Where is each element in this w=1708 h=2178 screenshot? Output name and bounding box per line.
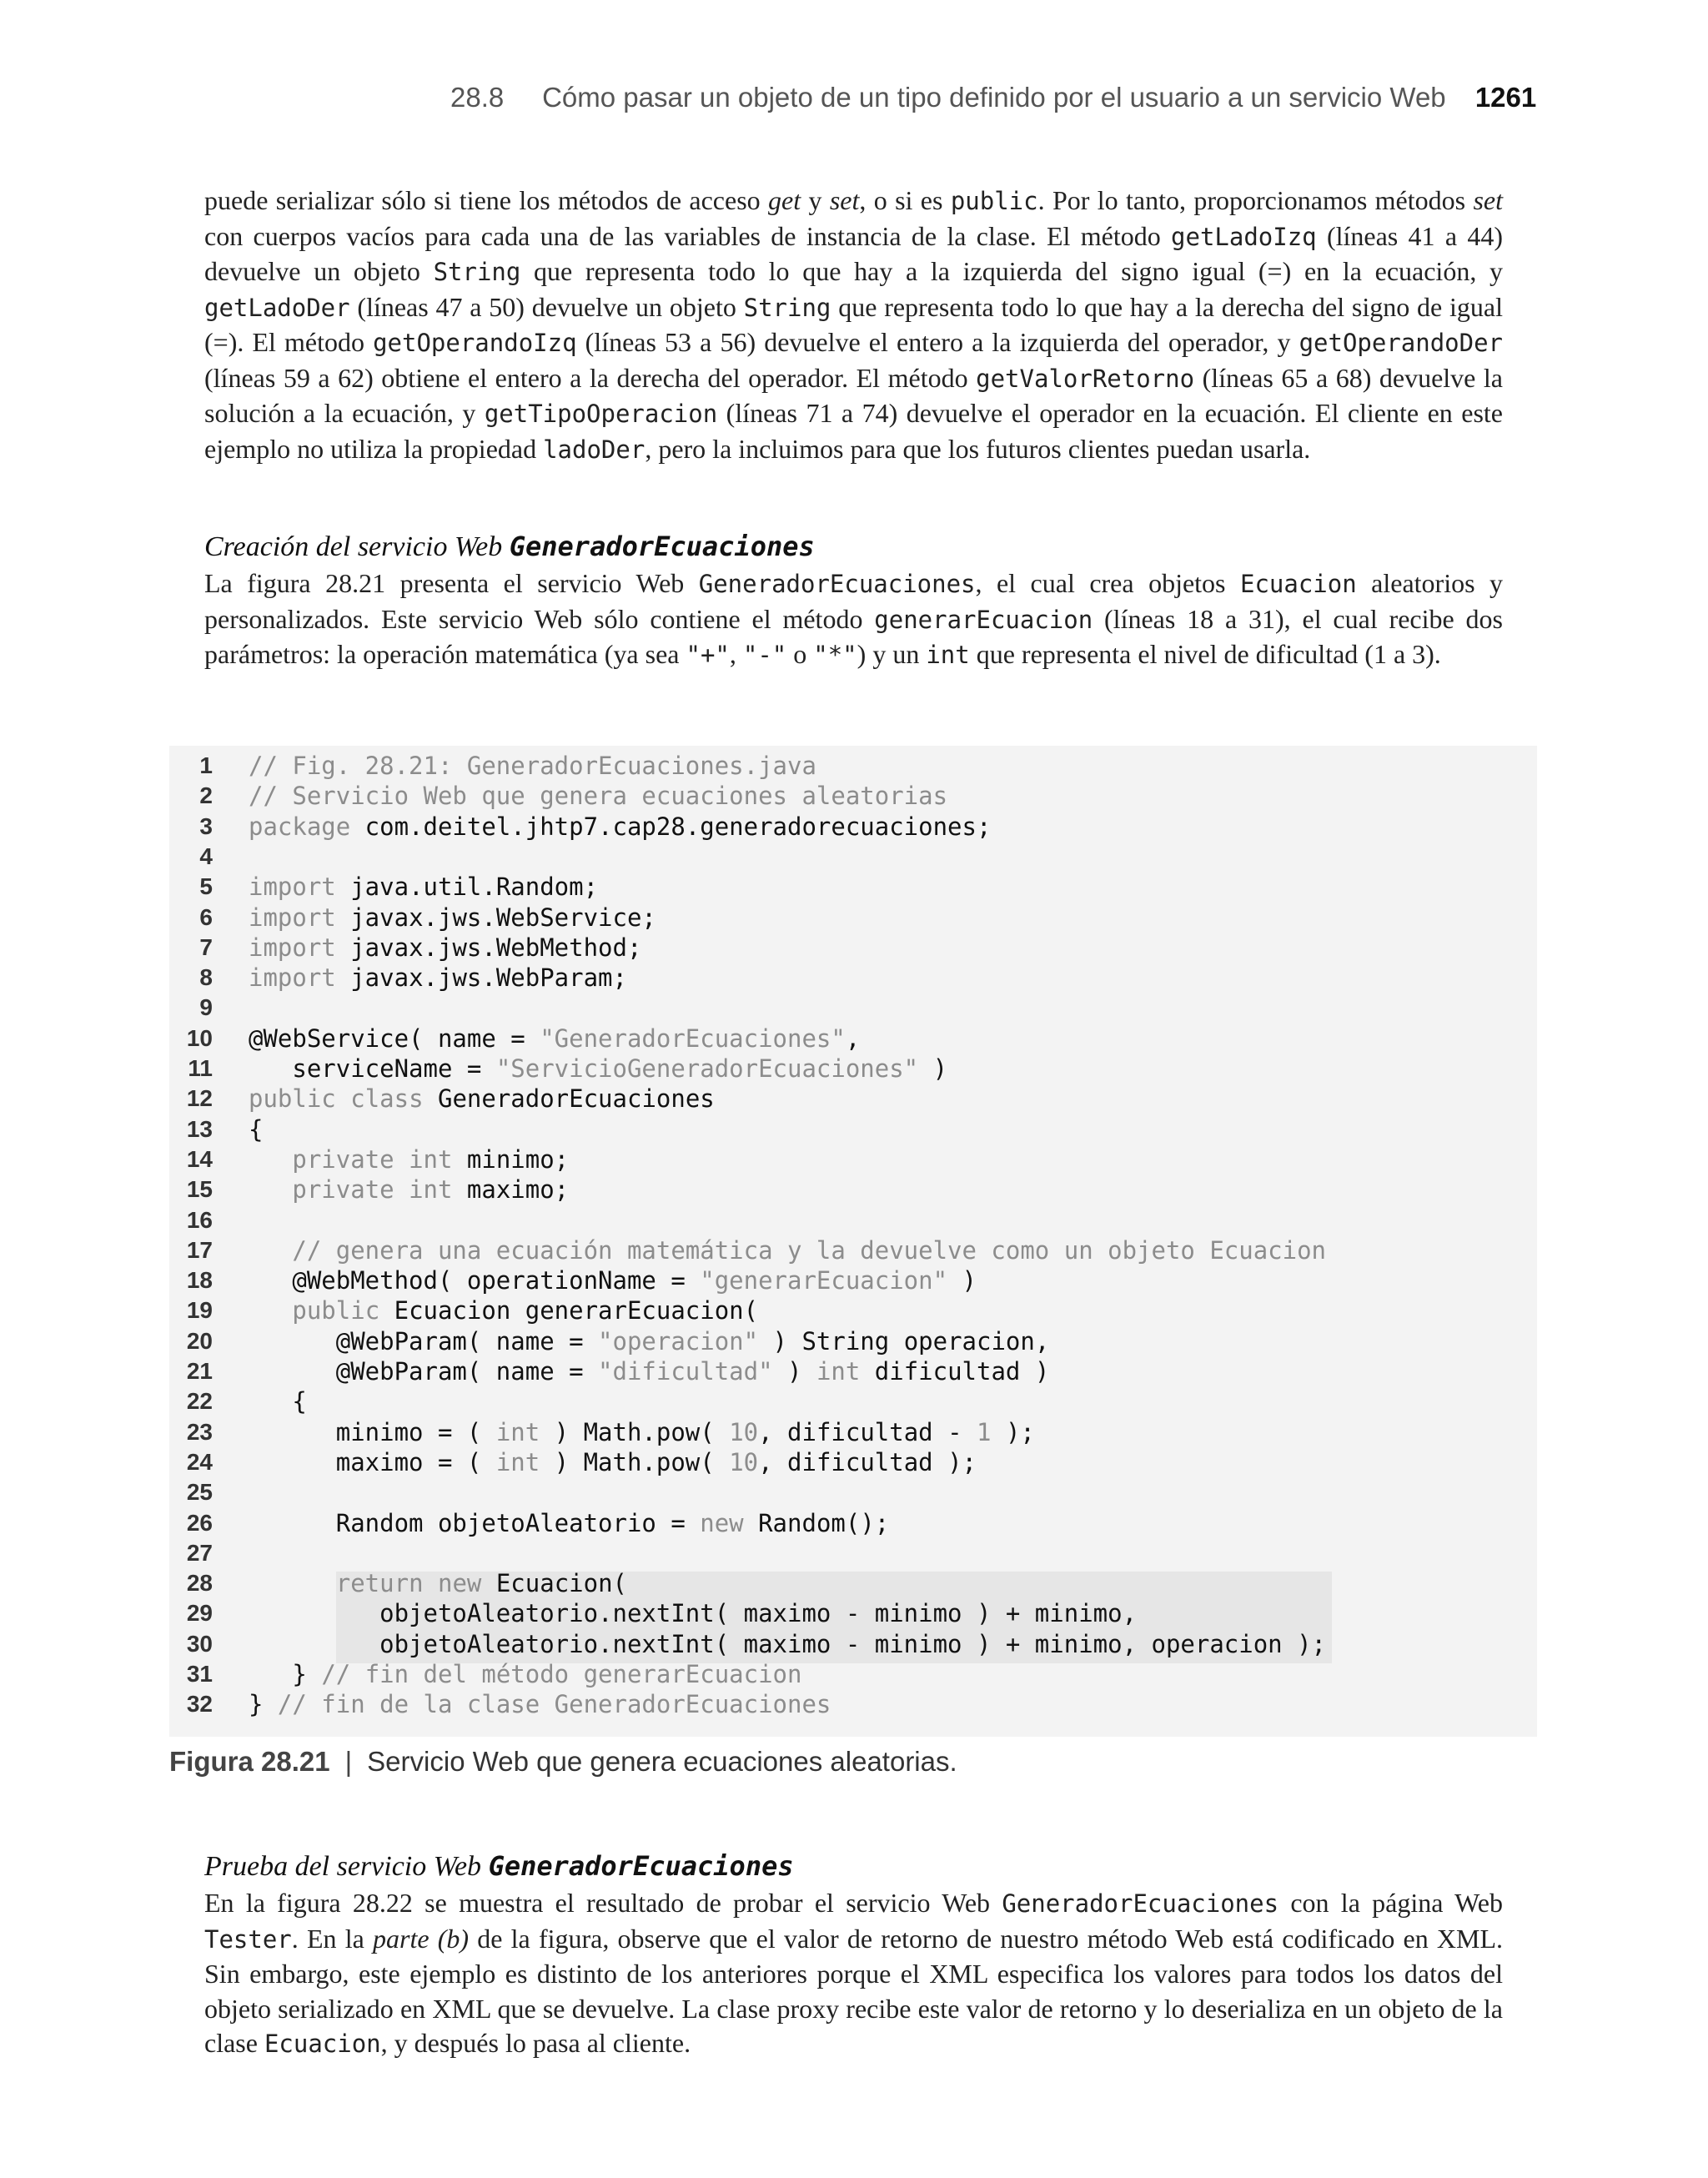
line-number: 6 <box>199 904 213 930</box>
line-number: 11 <box>188 1055 213 1081</box>
code-string: "GeneradorEcuaciones" <box>540 1024 846 1053</box>
code-token <box>394 1145 409 1174</box>
code-keyword: 10 <box>729 1418 759 1446</box>
line-number: 15 <box>186 1176 213 1202</box>
code-token: minimo = ( <box>249 1418 496 1446</box>
code-comment: // fin del método generarEcuacion <box>321 1660 802 1688</box>
code-token: javax.jws.WebMethod; <box>335 933 642 962</box>
code-source <box>249 1144 569 1175</box>
code-keyword: public <box>292 1296 380 1325</box>
code-token: { <box>249 1387 307 1416</box>
section-number: 28.8 <box>450 82 505 113</box>
line-number: 14 <box>186 1146 213 1172</box>
inline-code: generarEcuacion <box>874 605 1093 634</box>
text-run: La figura 28.21 presenta el servicio Web <box>204 568 699 598</box>
code-token: ) Math.pow( <box>540 1448 730 1476</box>
text-run: (líneas 41 a 44) devuelve un objeto <box>204 220 1504 286</box>
code-keyword: package <box>249 812 351 841</box>
line-number: 27 <box>186 1540 213 1566</box>
inline-code: "-" <box>742 641 787 669</box>
line-number: 18 <box>186 1267 213 1293</box>
inline-code: GeneradorEcuaciones <box>1002 1889 1279 1918</box>
code-keyword: return <box>335 1569 424 1597</box>
code-source <box>249 1265 977 1295</box>
code-keyword: int <box>409 1175 453 1204</box>
text-run: que representa todo lo que hay a la izquierda del signo igual (=) en la ecuación, y <box>520 256 1504 286</box>
code-source <box>249 1689 831 1719</box>
code-token: ) String operacion, <box>758 1327 1050 1356</box>
code-source <box>249 872 598 902</box>
paragraph-figure-intro <box>204 566 1503 673</box>
text-run: con la página Web <box>1278 1888 1504 1918</box>
text-run: aleatorios y personalizados. Este servicio Web sólo contiene el método <box>204 568 1504 634</box>
code-source <box>249 1175 569 1205</box>
running-head <box>450 82 1537 113</box>
line-number: 21 <box>186 1358 213 1384</box>
inline-code: GeneradorEcuaciones <box>698 570 976 598</box>
line-number: 3 <box>199 813 213 839</box>
caption-label: Figura 28.21 <box>169 1746 330 1777</box>
code-source <box>249 1629 1326 1659</box>
inline-code: getLadoIzq <box>1171 222 1317 251</box>
text-run: (líneas 71 a 74) devuelve el operador en la ecuación. El cliente en este ejemplo no utiliza la propiedad <box>204 398 1504 464</box>
code-token: } <box>249 1660 322 1688</box>
code-token <box>394 1175 409 1204</box>
line-number: 30 <box>186 1631 213 1657</box>
code-source <box>249 1356 1049 1386</box>
page-number: 1261 <box>1474 82 1537 113</box>
text-run: , pero la incluimos para que los futuros clientes puedan usarla. <box>645 433 1311 464</box>
inline-code: getLadoDer <box>204 293 350 322</box>
inline-code: String <box>433 258 521 286</box>
line-number: 16 <box>186 1207 213 1233</box>
code-token: ) <box>918 1054 948 1083</box>
emphasis: get <box>768 185 801 215</box>
code-token: { <box>249 1115 264 1144</box>
code-token: @WebMethod( operationName = <box>249 1266 701 1295</box>
code-keyword: int <box>816 1357 861 1386</box>
code-token: com.deitel.jhtp7.cap28.generadorecuaciones; <box>350 812 992 841</box>
line-number: 5 <box>199 873 213 899</box>
code-source <box>249 1235 1326 1265</box>
code-token: ) <box>947 1266 977 1295</box>
text-run: , el cual crea objetos <box>975 568 1240 598</box>
code-token: , <box>845 1024 861 1053</box>
text-run: que representa el nivel de dificultad (1 a 3). <box>969 639 1441 669</box>
text-run: y <box>801 185 830 215</box>
code-token <box>249 1145 292 1174</box>
code-source <box>249 1568 627 1598</box>
caption-separator: | <box>344 1746 353 1777</box>
code-keyword: private <box>292 1175 394 1204</box>
code-keyword: import <box>249 873 336 901</box>
code-token: ) <box>772 1357 816 1386</box>
line-number: 32 <box>186 1691 213 1717</box>
code-token: ) Math.pow( <box>540 1418 730 1446</box>
text-run: . En la <box>291 1923 373 1954</box>
inline-code: Ecuacion <box>1239 570 1357 598</box>
line-number: 17 <box>186 1237 213 1263</box>
code-source <box>249 1659 801 1689</box>
code-token: @WebParam( name = <box>249 1357 599 1386</box>
code-comment: // Servicio Web que genera ecuaciones aleatorias <box>249 782 948 810</box>
inline-code: getOperandoDer <box>1299 329 1504 357</box>
code-keyword: class <box>350 1084 424 1113</box>
code-keyword: private <box>292 1145 394 1174</box>
inline-code: Ecuacion <box>264 2030 381 2058</box>
code-token: Random objetoAleatorio = <box>249 1509 701 1537</box>
code-keyword: 1 <box>977 1418 992 1446</box>
code-token: minimo; <box>452 1145 570 1174</box>
code-token: objetoAleatorio.nextInt( maximo - minimo ) + minimo, operacion ); <box>249 1630 1327 1658</box>
code-source <box>249 1114 263 1144</box>
code-keyword: int <box>495 1448 540 1476</box>
text-run: (líneas 18 a 31), el cual recibe dos parámetros: la operación matemática (ya sea <box>204 603 1503 669</box>
line-number: 20 <box>186 1328 213 1354</box>
heading-code: GeneradorEcuaciones <box>488 1850 794 1882</box>
code-token <box>249 1569 336 1597</box>
code-string: "dificultad" <box>598 1357 773 1386</box>
figure-caption <box>169 1746 957 1778</box>
inline-code: public <box>950 187 1038 215</box>
code-keyword: public <box>249 1084 336 1113</box>
code-keyword: int <box>495 1418 540 1446</box>
code-token: objetoAleatorio.nextInt( maximo - minimo ) + minimo, <box>249 1599 1138 1627</box>
line-number: 23 <box>186 1419 213 1445</box>
code-token: serviceName = <box>249 1054 496 1083</box>
code-token: Ecuacion( <box>481 1569 627 1597</box>
section-title: Cómo pasar un objeto de un tipo definido por el usuario a un servicio Web <box>542 82 1446 113</box>
code-source <box>249 812 991 842</box>
code-source <box>249 1386 307 1416</box>
code-string: "generarEcuacion" <box>700 1266 948 1295</box>
text-run: de la figura, observe que el valor de retorno de nuestro método Web está codificado en XML. Sin embargo, este ejemplo es distinto de los anteriores porque el XML especifica los valores para todos los datos del objeto serializado en XML que se devuelve. La clase proxy recibe este valor de retorno y lo deserializa en un objeto de la clase <box>204 1923 1504 2058</box>
code-source <box>249 903 656 933</box>
heading-code: GeneradorEcuaciones <box>509 531 815 562</box>
code-token: @WebParam( name = <box>249 1327 599 1356</box>
code-token: maximo = ( <box>249 1448 496 1476</box>
line-number: 2 <box>199 782 213 808</box>
text-run: que representa todo lo que hay a la derecha del signo de igual (=). El método <box>204 291 1503 357</box>
code-comment: // genera una ecuación matemática y la devuelve como un objeto Ecuacion <box>249 1236 1327 1265</box>
line-number: 25 <box>186 1479 213 1505</box>
inline-code: String <box>743 293 831 322</box>
text-run: ) y un <box>857 639 927 669</box>
code-source <box>249 1598 1137 1628</box>
text-run: (líneas 65 a 68) devuelve la solución a la ecuación, y <box>204 362 1504 428</box>
code-token <box>249 1296 292 1325</box>
code-source <box>249 1447 977 1477</box>
line-number: 8 <box>199 964 213 990</box>
text-run: . Por lo tanto, proporcionamos métodos <box>1037 185 1474 215</box>
code-source <box>249 933 641 963</box>
code-string: "ServicioGeneradorEcuaciones" <box>495 1054 919 1083</box>
line-number: 24 <box>186 1449 213 1475</box>
text-run: (líneas 47 a 50) devuelve un objeto <box>349 291 744 322</box>
emphasis: parte (b) <box>373 1923 470 1954</box>
inline-code: "*" <box>813 641 857 669</box>
code-token: maximo; <box>452 1175 570 1204</box>
text-run: puede serializar sólo si tiene los métodos de acceso <box>204 185 769 215</box>
code-comment: // fin de la clase GeneradorEcuaciones <box>277 1690 831 1718</box>
line-number: 12 <box>186 1085 213 1111</box>
code-keyword: import <box>249 933 336 962</box>
inline-code: getTipoOperacion <box>484 400 718 428</box>
code-token: GeneradorEcuaciones <box>423 1084 715 1113</box>
paragraph-testing <box>204 1886 1503 2062</box>
code-keyword: new <box>438 1569 482 1597</box>
code-source <box>249 1326 1049 1356</box>
heading-text: Creación del servicio Web <box>204 531 510 562</box>
line-number: 19 <box>186 1297 213 1323</box>
line-number: 26 <box>186 1510 213 1536</box>
line-number: 22 <box>186 1388 213 1414</box>
code-source <box>249 751 816 781</box>
code-source <box>249 1508 889 1538</box>
inline-code: getOperandoIzq <box>373 329 577 357</box>
code-source <box>249 1084 715 1114</box>
inline-code: getValorRetorno <box>976 364 1195 393</box>
code-keyword: import <box>249 903 336 932</box>
inline-code: "+" <box>686 641 730 669</box>
text-run: , <box>729 639 743 669</box>
line-number: 13 <box>186 1116 213 1142</box>
line-number: 31 <box>186 1661 213 1687</box>
code-keyword: new <box>700 1509 744 1537</box>
code-keyword: int <box>409 1145 453 1174</box>
code-string: "operacion" <box>598 1327 759 1356</box>
code-source <box>249 1295 758 1325</box>
text-run: con cuerpos vacíos para cada una de las variables de instancia de la clase. El método <box>204 220 1172 251</box>
code-token: dificultad ) <box>860 1357 1050 1386</box>
caption-text: Servicio Web que genera ecuaciones aleatorias. <box>367 1746 957 1777</box>
line-number: 9 <box>199 994 213 1020</box>
code-source <box>249 1054 947 1084</box>
code-token <box>424 1569 438 1597</box>
inline-code: ladoDer <box>543 435 646 464</box>
code-token: javax.jws.WebService; <box>335 903 656 932</box>
text-run: (líneas 53 a 56) devuelve el entero a la izquierda del operador, y <box>576 327 1299 357</box>
line-number: 28 <box>186 1570 213 1596</box>
code-token: , dificultad - <box>758 1418 977 1446</box>
code-token: , dificultad ); <box>758 1448 977 1476</box>
line-number: 1 <box>199 752 213 778</box>
emphasis: set <box>1473 185 1503 215</box>
section-heading-testing <box>204 1850 794 1883</box>
code-source <box>249 1024 860 1054</box>
text-run: , o si es <box>859 185 951 215</box>
code-token: } <box>249 1690 278 1718</box>
code-token: ); <box>991 1418 1035 1446</box>
line-number: 7 <box>199 934 213 960</box>
section-heading-creation <box>204 531 815 563</box>
text-run: o <box>786 639 814 669</box>
code-source <box>249 781 947 811</box>
code-token: Ecuacion generarEcuacion( <box>379 1296 759 1325</box>
code-source <box>249 1417 1035 1447</box>
line-number: 10 <box>186 1025 213 1051</box>
emphasis: set <box>829 185 860 215</box>
code-token: @WebService( name = <box>249 1024 540 1053</box>
heading-text: Prueba del servicio Web <box>204 1851 489 1882</box>
text-run: (líneas 59 a 62) obtiene el entero a la derecha del operador. El método <box>204 362 977 393</box>
code-source <box>249 963 627 993</box>
code-token <box>249 1175 292 1204</box>
code-token: Random(); <box>743 1509 890 1537</box>
code-keyword: import <box>249 963 336 992</box>
code-comment: // Fig. 28.21: GeneradorEcuaciones.java <box>249 752 816 780</box>
text-run: En la figura 28.22 se muestra el resultado de probar el servicio Web <box>204 1888 1002 1918</box>
code-token: javax.jws.WebParam; <box>335 963 627 992</box>
text-run: , y después lo pasa al cliente. <box>380 2028 691 2058</box>
paragraph-serialization <box>204 184 1503 467</box>
inline-code: int <box>926 641 970 669</box>
inline-code: Tester <box>204 1924 292 1954</box>
code-token: java.util.Random; <box>335 873 599 901</box>
code-keyword: 10 <box>729 1448 759 1476</box>
line-number: 29 <box>186 1600 213 1626</box>
line-number: 4 <box>199 843 213 869</box>
code-token <box>336 1084 350 1113</box>
